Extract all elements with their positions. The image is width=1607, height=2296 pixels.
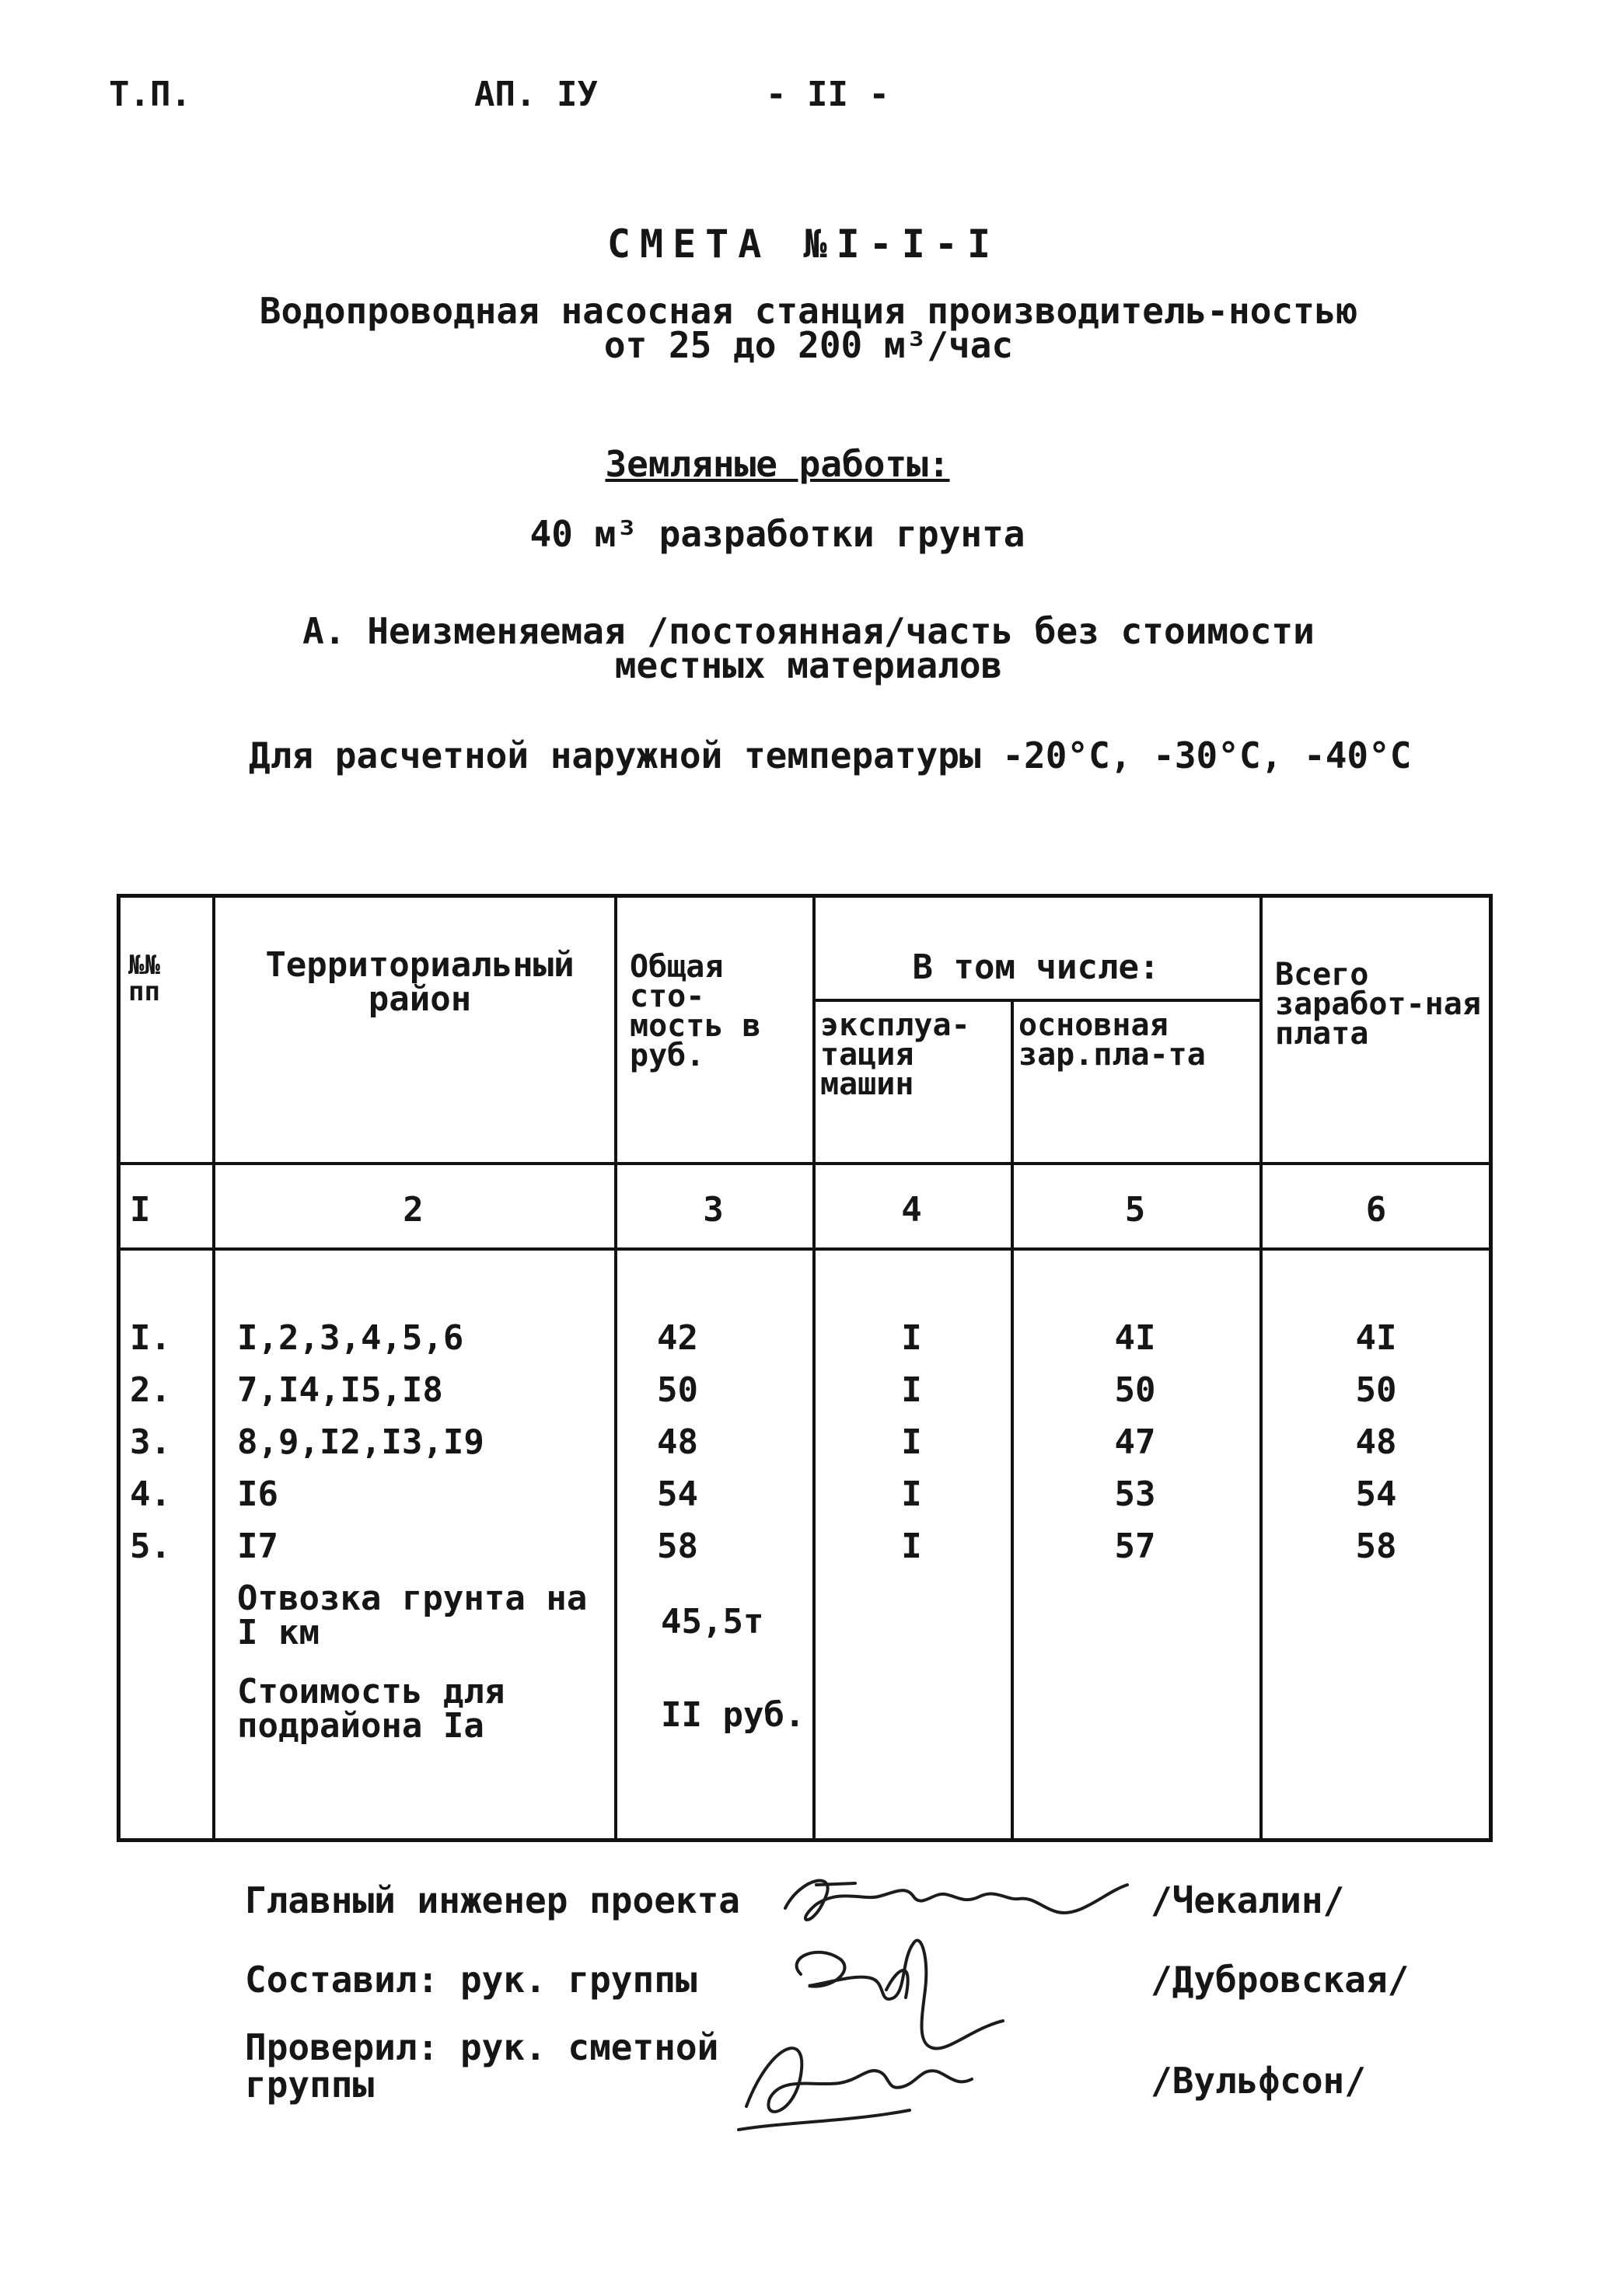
work-volume: 40 м³ разработки грунта: [529, 513, 1025, 555]
note-label: Отвозка грунта на I км: [237, 1579, 588, 1652]
header-region: Территориальный район: [265, 945, 575, 1019]
estimate-subtitle: Водопроводная насосная станция производитель-ностью от 25 до 200 м³/час: [259, 290, 1358, 366]
page-number: - II -: [766, 75, 889, 114]
row-machines: I: [901, 1370, 922, 1410]
row-wages: 50: [1114, 1370, 1156, 1410]
album-number: АП. IУ: [474, 75, 598, 114]
row-total-wages: 58: [1355, 1527, 1397, 1566]
note-label: Стоимость для подрайона Iа: [237, 1672, 505, 1746]
part-description: А. Неизменяемая /постоянная/часть без стоимости местных материалов: [302, 610, 1315, 686]
header-including: В том числе:: [912, 947, 1160, 987]
row-machines: I: [901, 1422, 922, 1462]
col-divider: [1011, 999, 1014, 1838]
row-total-wages: 50: [1355, 1370, 1397, 1410]
col-divider: [1259, 898, 1263, 1838]
temperature-note: Для расчетной наружной температуры -20°С, -30°С, -40°С: [249, 735, 1412, 776]
row-num: 4.: [130, 1474, 171, 1514]
row-total-wages: 48: [1355, 1422, 1397, 1462]
row-num: 2.: [130, 1370, 171, 1410]
estimate-title: СМЕТА №I-I-I: [606, 222, 1001, 267]
col-number: 2: [403, 1190, 424, 1230]
header-machines: эксплуа-тация машин: [820, 1007, 970, 1102]
row-machines: I: [901, 1527, 922, 1566]
header-total-wages: Всего заработ-ная плата: [1275, 957, 1481, 1052]
row-total-wages: 54: [1355, 1474, 1397, 1514]
col-number: 4: [901, 1190, 922, 1230]
row-region: I,2,3,4,5,6: [237, 1318, 464, 1358]
row-total: 58: [657, 1527, 698, 1566]
row-region: I7: [237, 1527, 278, 1566]
row-wages: 53: [1114, 1474, 1156, 1514]
row-region: I6: [237, 1474, 278, 1514]
header-total: Общая сто-мость в руб.: [630, 949, 761, 1073]
row-wages: 47: [1114, 1422, 1156, 1462]
header-divider: [121, 1162, 1489, 1165]
section-heading: Земляные работы:: [605, 443, 950, 485]
row-total: 54: [657, 1474, 698, 1514]
signature-role: Составил: рук. группы: [245, 1959, 697, 2001]
row-total: 42: [657, 1318, 698, 1358]
estimate-table: [117, 894, 1493, 1842]
col-number: 5: [1124, 1190, 1146, 1230]
signature-name: /Дубровская/: [1151, 1959, 1410, 2001]
row-region: 8,9,I2,I3,I9: [237, 1422, 484, 1462]
col-divider: [212, 898, 215, 1838]
doc-code: Т.П.: [109, 75, 191, 114]
row-wages: 4I: [1114, 1318, 1156, 1358]
header-num: №№ пп: [128, 950, 160, 1007]
note-value: II руб.: [661, 1695, 805, 1735]
signature-name: /Чекалин/: [1151, 1879, 1345, 1921]
note-value: 45,5т: [661, 1602, 764, 1642]
row-num: I.: [130, 1318, 171, 1358]
signature-role: Проверил: рук. сметной группы: [245, 2026, 719, 2106]
row-total: 48: [657, 1422, 698, 1462]
subheader-divider: [812, 999, 1259, 1002]
col-number: 6: [1365, 1190, 1387, 1230]
row-machines: I: [901, 1474, 922, 1514]
row-num: 3.: [130, 1422, 171, 1462]
signature-name: /Вульфсон/: [1151, 2060, 1366, 2102]
row-region: 7,I4,I5,I8: [237, 1370, 443, 1410]
col-divider: [812, 898, 816, 1838]
col-number: I: [130, 1190, 151, 1230]
handwritten-signature: [723, 2013, 1003, 2145]
row-machines: I: [901, 1318, 922, 1358]
row-total-wages: 4I: [1355, 1318, 1397, 1358]
col-number-divider: [121, 1247, 1489, 1251]
row-wages: 57: [1114, 1527, 1156, 1566]
row-num: 5.: [130, 1527, 171, 1566]
col-number: 3: [703, 1190, 724, 1230]
col-divider: [614, 898, 617, 1838]
signature-role: Главный инженер проекта: [245, 1879, 740, 1921]
row-total: 50: [657, 1370, 698, 1410]
header-wages: основная зар.пла-та: [1018, 1007, 1206, 1073]
